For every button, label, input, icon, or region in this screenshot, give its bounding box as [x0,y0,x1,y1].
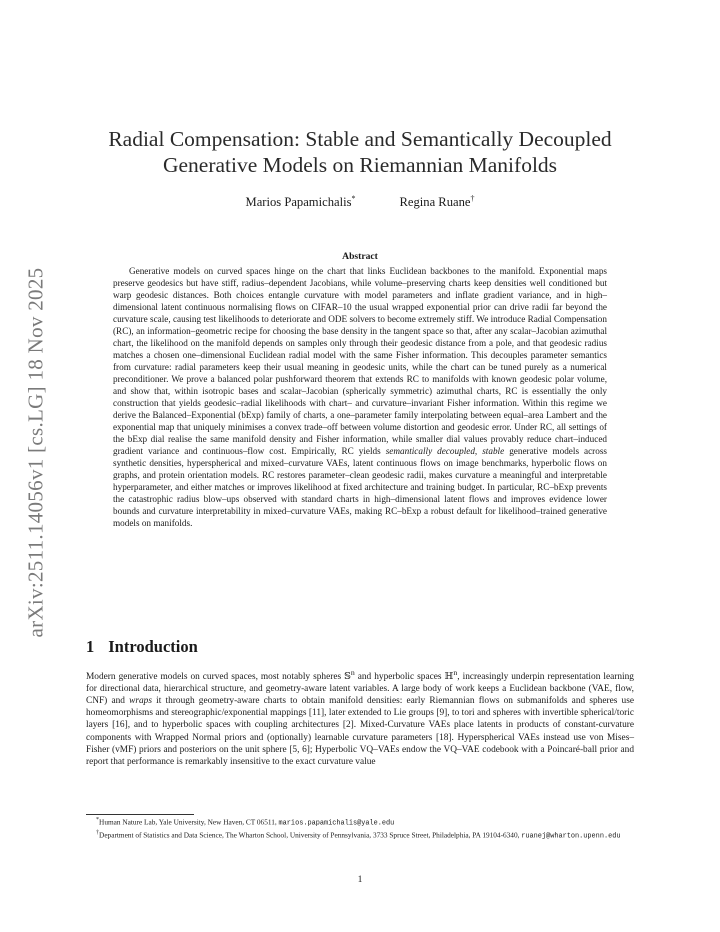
superscript: n [453,668,458,677]
abstract-text-part: Generative models on curved spaces hinge on the chart that links Euclidean backbones to the manifold. Exponential maps preserve geodesics but have stiff, radius–dependent Jacobians, while volume–preserving charts keep densities well conditioned but warp geodesic distances. Both choices entangle curvature with model parameters and inflate gradient variance, and in high–dimensional latent continuous normalising flows on CIFAR–10 the usual wrapped exponential prior can drive radii far beyond the curvature scale, causing test likelihoods to deteriorate and ODE solvers to become extremely stiff. We introduce Radial Compensation (RC), an information–geometric recipe for choosing the base density in the tangent space so that, after any scalar–Jacobian azimuthal chart, the likelihood on the manifold depends on samples only through their geodesic distance from a pole, and that geodesic radius matches a chosen one–dimensional Euclidean radial model with the same Fisher information. This decouples parameter semantics from curvature: radial parameters keep their usual meaning in geodesic units, while the chart can be tuned purely as a numerical preconditioner. We prove a balanced polar pushforward theorem that extends RC to manifolds with known geodesic polar volume, and show that, within isotropic bases and scalar–Jacobian (spherically symmetric) azimuthal charts, RC is essentially the only construction that yields geodesic–radial likelihoods with chart– and curvature–invariant Fisher information. Within this regime we derive the Balanced–Exponential (bExp) family of charts, a one–parameter family interpolating between equal–area Lambert and the exponential map that uniquely minimises a convex trade–off between volume distortion and geodesic error. Under RC, all settings of the bExp dial realise the same manifold density and Fisher information, while smaller dial values provably reduce chart–induced gradient variance and continuous–flow cost. Empirically, RC yields [113,266,607,456]
abstract-heading: Abstract [342,251,378,262]
email-link[interactable]: ruanej@wharton.upenn.edu [521,832,621,841]
intro-text-part: it through geometry-aware charts to obtain manifold densities: early Riemannian flows on submanifolds and spheres use homeomorphisms and stereographic/exponential mappings [11], later extended to Lie groups [9], to tori and spheres with invertible spherical/toric layers [16], and to hyperbolic spaces with coupling architectures [2]. Mixed-Curvature VAEs place latents in products of constant-curvature components with Wrapped Normal priors and (optionally) learnable curvature parameters [18]. Hyperspherical VAEs instead use von Mises–Fisher (vMF) priors and posteriors on the unit sphere [5, 6]; Hyperbolic VQ–VAEs endow the VQ–VAE codebook with a Poincaré-ball prior and report that performance is remarkably insensitive to the exact curvature value [86,696,635,767]
paper-title: Radial Compensation: Stable and Semantically Decoupled Generative Models on Riemannian Manifolds [108,127,612,177]
author [399,194,474,210]
section-heading [86,637,198,657]
intro-text-part: Modern generative models on curved spaces, most notably spheres 𝕊 [86,672,351,683]
author-list [160,194,560,210]
abstract-text [113,265,607,529]
intro-text-part: and hyperbolic spaces ℍ [354,672,454,683]
introduction-paragraph [86,667,634,768]
footnote-affiliation-2 [86,829,634,842]
abstract-emphasis: semantically decoupled, stable [385,446,505,456]
author-name: Marios Papamichalis [245,195,352,210]
intro-emphasis: wraps [129,696,152,707]
section-number: 1 [86,637,95,656]
footnotes [86,816,634,842]
footnote-text: Human Nature Lab, Yale University, New Haven, CT 06511, [99,817,279,827]
author [246,194,356,210]
footnote-mark: † [96,830,100,837]
footnote-text: Department of Statistics and Data Science, The Wharton School, University of Pennsylvania, 3733 Spruce Street, Philadelphia, PA 19104-6340, [99,830,522,840]
email-link[interactable]: marios.papamichalis@yale.edu [278,819,395,828]
page-number: 1 [357,874,363,885]
arxiv-identifier: arXiv:2511.14056v1 [cs.LG] 18 Nov 2025 [23,267,48,638]
section-title: Introduction [108,637,198,656]
superscript: n [350,668,355,677]
author-name: Regina Ruane [399,195,471,210]
footnote-mark: * [96,817,100,823]
author-affiliation-mark: † [470,194,475,203]
author-affiliation-mark: * [351,194,356,203]
footnote-rule [86,814,194,815]
footnote-affiliation-1 [86,816,634,829]
intro-text-part: , increasingly underpin representation learning for directional data, hierarchical structure, and geometry-aware latent variables. A large body of work keeps a Euclidean backbone (VAE, flow, CNF) and [86,672,634,707]
abstract-text-part: generative models across synthetic densities, hyperspherical and mixed–curvature VAEs, latent continuous flows on image benchmarks, hyperbolic flows on graphs, and protein orientation models. RC restores parameter–clean geodesic radii, makes curvature a meaningful and interpretable hyperparameter, and either matches or improves likelihood at fixed architecture and training budget. In particular, RC–bExp prevents the catastrophic radius blow–ups observed with standard charts in high–dimensional latent flows and improves evidence lower bounds and curvature interpretability in mixed–curvature VAEs, making RC–bExp a robust default for likelihood–trained generative models on manifolds. [113,446,607,528]
arxiv-side-stamp [18,260,54,645]
